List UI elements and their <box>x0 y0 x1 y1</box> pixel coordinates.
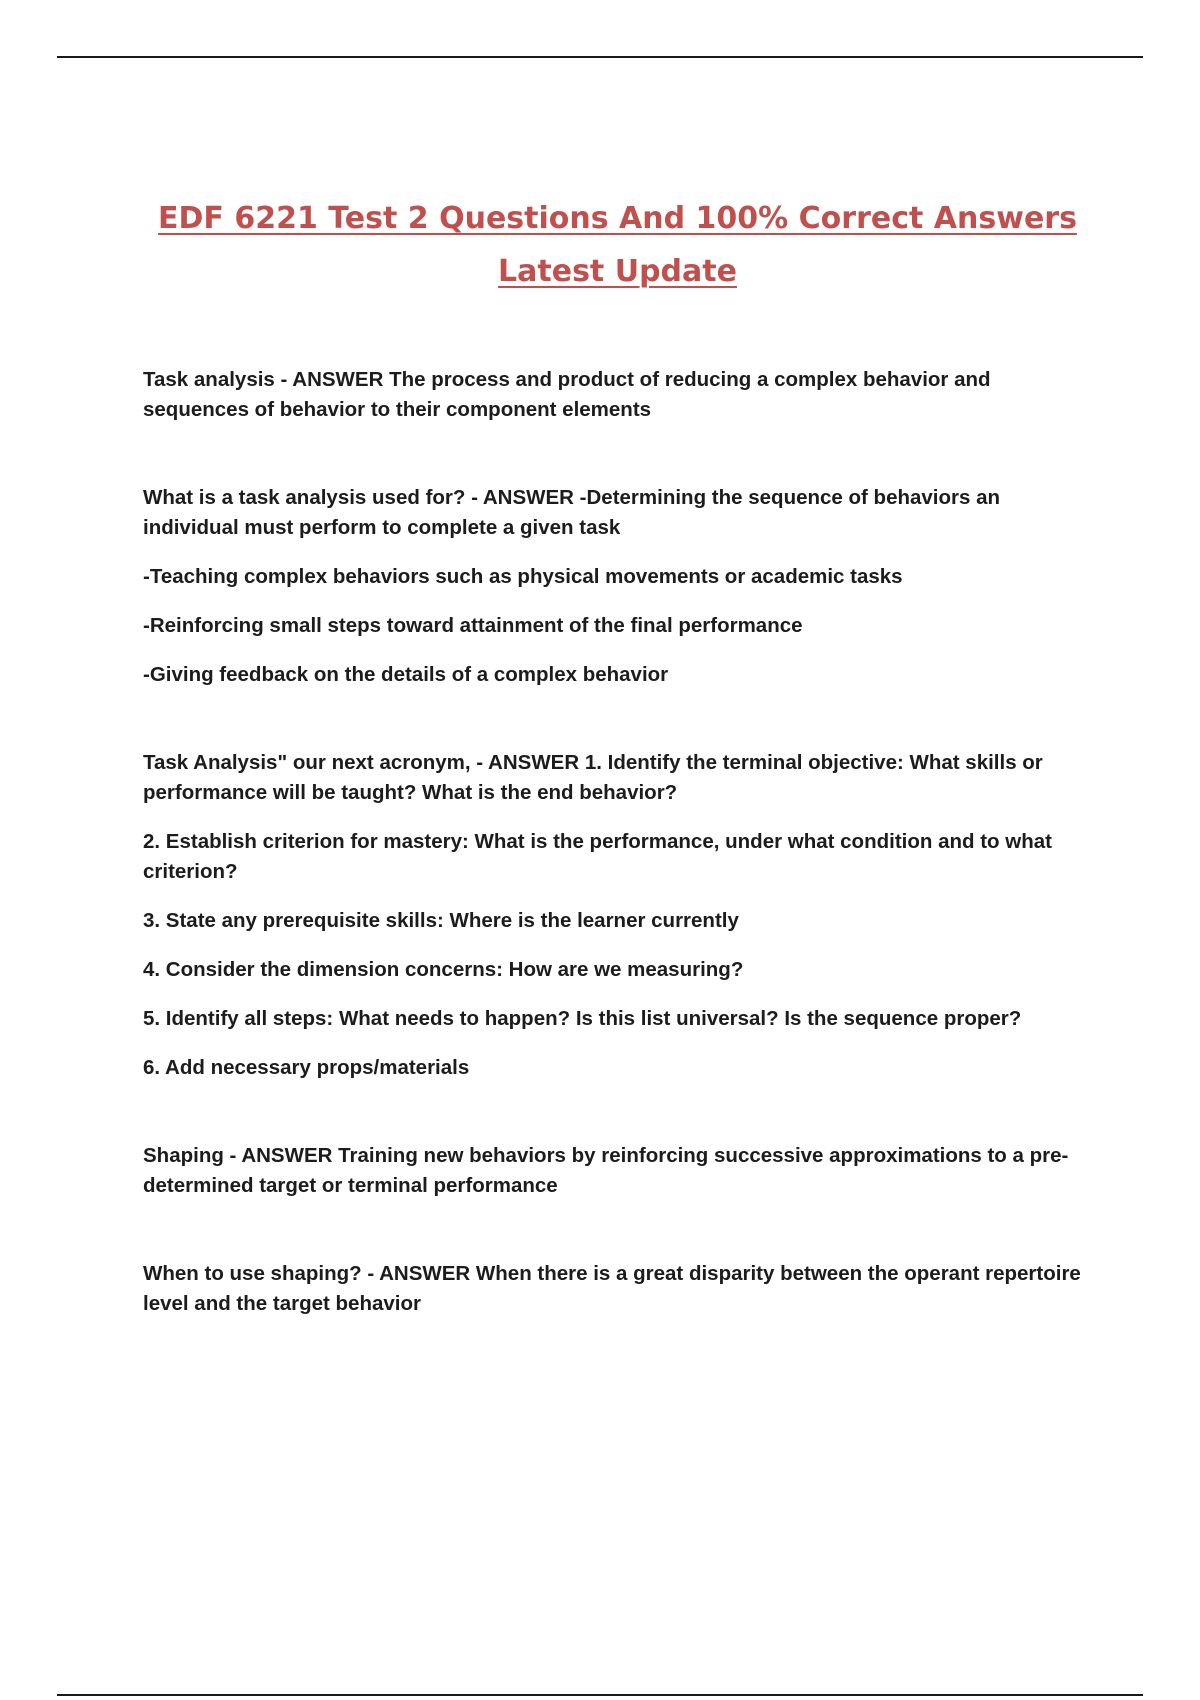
qa-entry-shaping <box>143 1141 1098 1201</box>
top-rule <box>57 56 1143 58</box>
answer-list-item: -Reinforcing small steps toward attainment of the final performance <box>143 614 803 637</box>
bottom-rule <box>57 1694 1143 1696</box>
qa-entry-task-analysis-uses <box>143 483 1098 690</box>
answer-list-item: 5. Identify all steps: What needs to happen? Is this list universal? Is the sequence proper? <box>143 1007 1022 1030</box>
answer-paragraph: What is a task analysis used for? - ANSWER -Determining the sequence of behaviors an individual must perform to complete a given task <box>143 486 1001 539</box>
answer-list-item: -Giving feedback on the details of a complex behavior <box>143 663 669 686</box>
qa-entry-task-analysis <box>143 365 1098 425</box>
answer-paragraph: Task Analysis" our next acronym, - ANSWER 1. Identify the terminal objective: What skills or performance will be taught? What is the end behavior? <box>143 751 1043 804</box>
answer-list-item: 6. Add necessary props/materials <box>143 1056 470 1079</box>
qa-entry-when-to-shape <box>143 1259 1098 1319</box>
answer-paragraph: Shaping - ANSWER Training new behaviors by reinforcing successive approximations to a pre-determined target or terminal performance <box>143 1144 1069 1197</box>
document-body <box>143 365 1098 1319</box>
answer-list-item: -Teaching complex behaviors such as physical movements or academic tasks <box>143 565 903 588</box>
document-title: EDF 6221 Test 2 Questions And 100% Correct Answers Latest Update <box>158 201 1077 289</box>
answer-paragraph: Task analysis - ANSWER The process and product of reducing a complex behavior and sequences of behavior to their component elements <box>143 368 991 421</box>
answer-list-item: 4. Consider the dimension concerns: How are we measuring? <box>143 958 744 981</box>
answer-list-item: 3. State any prerequisite skills: Where is the learner currently <box>143 909 739 932</box>
answer-list-item: 2. Establish criterion for mastery: What is the performance, under what condition and to what criterion? <box>143 830 1052 883</box>
answer-paragraph: When to use shaping? - ANSWER When there is a great disparity between the operant repertoire level and the target behavior <box>143 1262 1081 1315</box>
qa-entry-task-analysis-acronym <box>143 748 1098 1083</box>
